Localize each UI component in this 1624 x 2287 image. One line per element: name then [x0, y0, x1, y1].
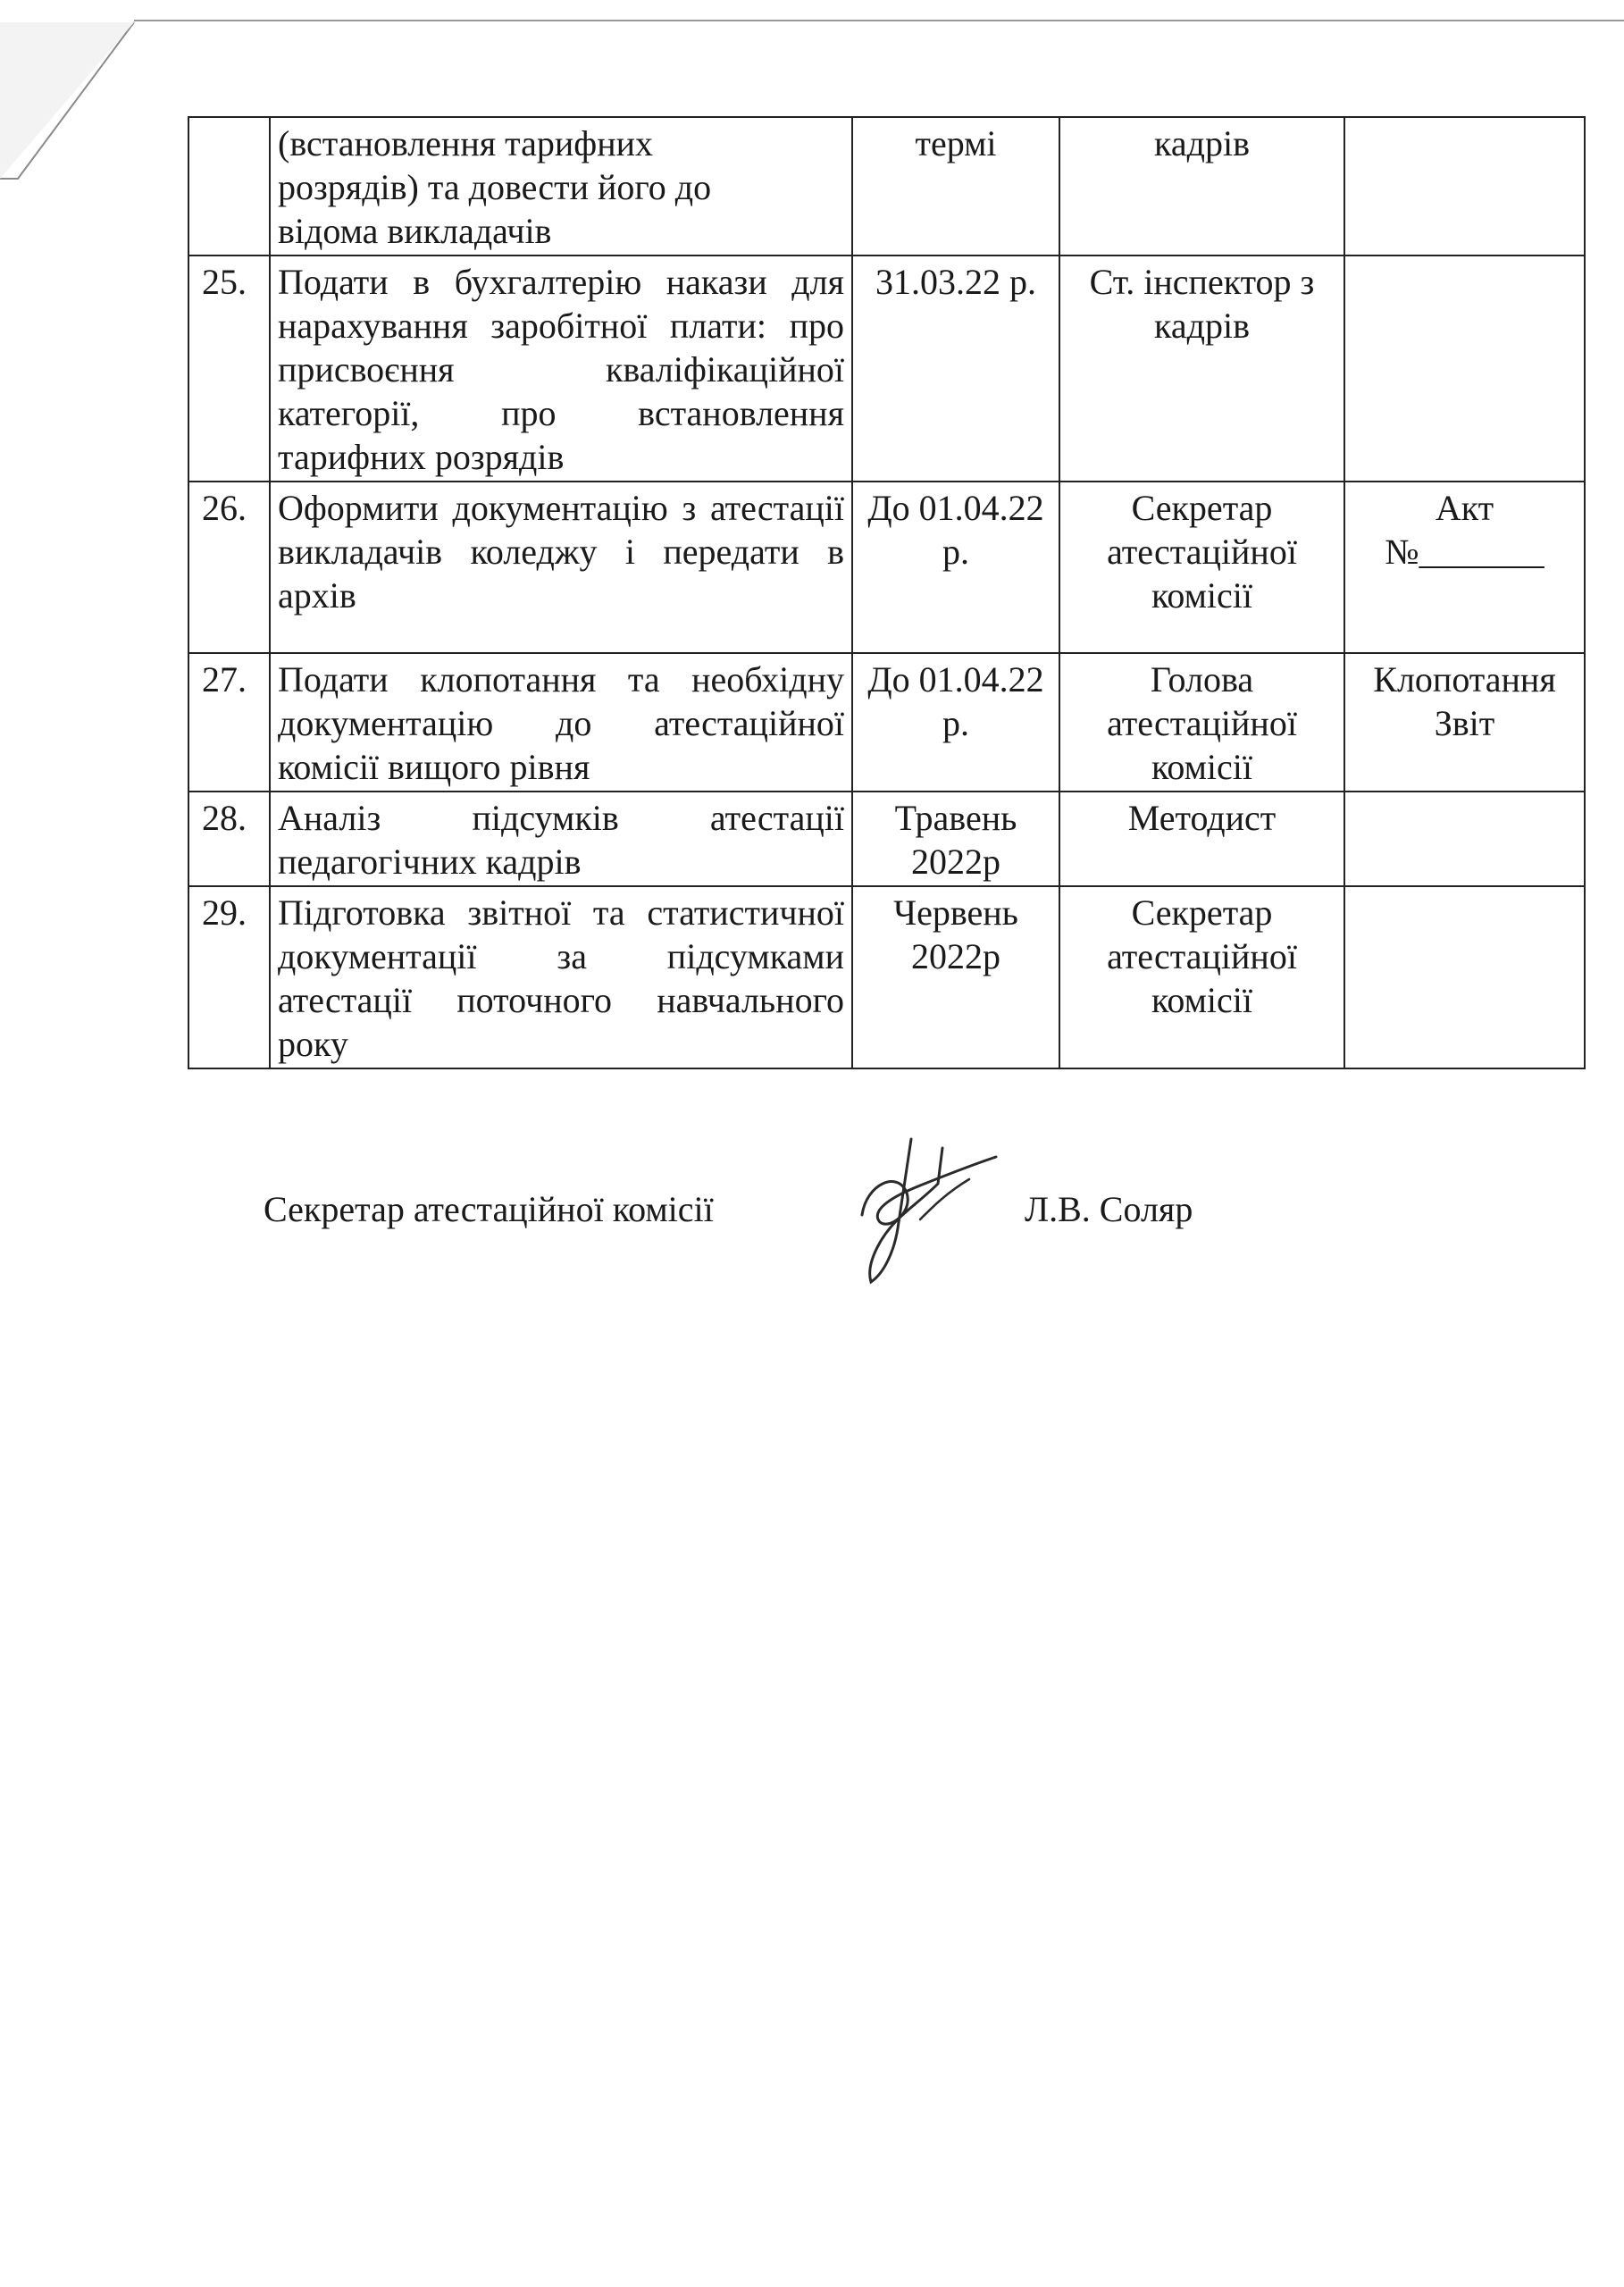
page-top-edge [134, 20, 1624, 21]
row-responsible: Секретар атестаційної комісії [1059, 886, 1344, 1068]
row-number [188, 117, 270, 256]
row-number: 26. [188, 482, 270, 653]
table-row [188, 117, 1585, 256]
page-corner-fold [0, 0, 170, 205]
table-row [188, 256, 1585, 482]
row-date: Червень 2022р [852, 886, 1059, 1068]
row-task: Подати клопотання та необхідну документацію до атестаційної комісії вищого рівня [270, 653, 852, 792]
row-date: термі [852, 117, 1059, 256]
attestation-plan-table [188, 116, 1586, 1069]
row-number: 25. [188, 256, 270, 482]
row-responsible: кадрів [1059, 117, 1344, 256]
row-task: Оформити документацію з атестації викладачів коледжу і передати в архів [270, 482, 852, 653]
table-row [188, 886, 1585, 1068]
row-form [1344, 886, 1585, 1068]
row-responsible: Методист [1059, 792, 1344, 886]
row-date: 31.03.22 р. [852, 256, 1059, 482]
handwritten-signature [835, 1130, 1014, 1286]
row-date: Травень 2022р [852, 792, 1059, 886]
row-responsible: Голова атестаційної комісії [1059, 653, 1344, 792]
row-task: Аналіз підсумків атестації педагогічних кадрів [270, 792, 852, 886]
row-form: Клопотання Звіт [1344, 653, 1585, 792]
row-date: До 01.04.22 р. [852, 482, 1059, 653]
row-task: (встановлення тарифних розрядів) та довести його до відома викладачів [270, 117, 852, 256]
row-date: До 01.04.22 р. [852, 653, 1059, 792]
row-number: 29. [188, 886, 270, 1068]
signatory-name: Л.В. Соляр [1025, 1189, 1193, 1229]
row-number: 28. [188, 792, 270, 886]
signatory-role: Секретар атестаційної комісії [264, 1189, 714, 1229]
row-task: Подати в бухгалтерію накази для нарахування заробітної плати: про присвоєння кваліфікаційної категорії, про встановлення тарифних розрядів [270, 256, 852, 482]
table-row [188, 653, 1585, 792]
table-row [188, 482, 1585, 653]
row-responsible: Секретар атестаційної комісії [1059, 482, 1344, 653]
row-form: Акт №_______ [1344, 482, 1585, 653]
row-form [1344, 256, 1585, 482]
row-task: Підготовка звітної та статистичної документації за підсумками атестації поточного навчального року [270, 886, 852, 1068]
row-responsible: Ст. інспектор з кадрів [1059, 256, 1344, 482]
row-form [1344, 792, 1585, 886]
row-number: 27. [188, 653, 270, 792]
table-row [188, 792, 1585, 886]
signature-block [264, 1170, 1514, 1295]
row-form [1344, 117, 1585, 256]
